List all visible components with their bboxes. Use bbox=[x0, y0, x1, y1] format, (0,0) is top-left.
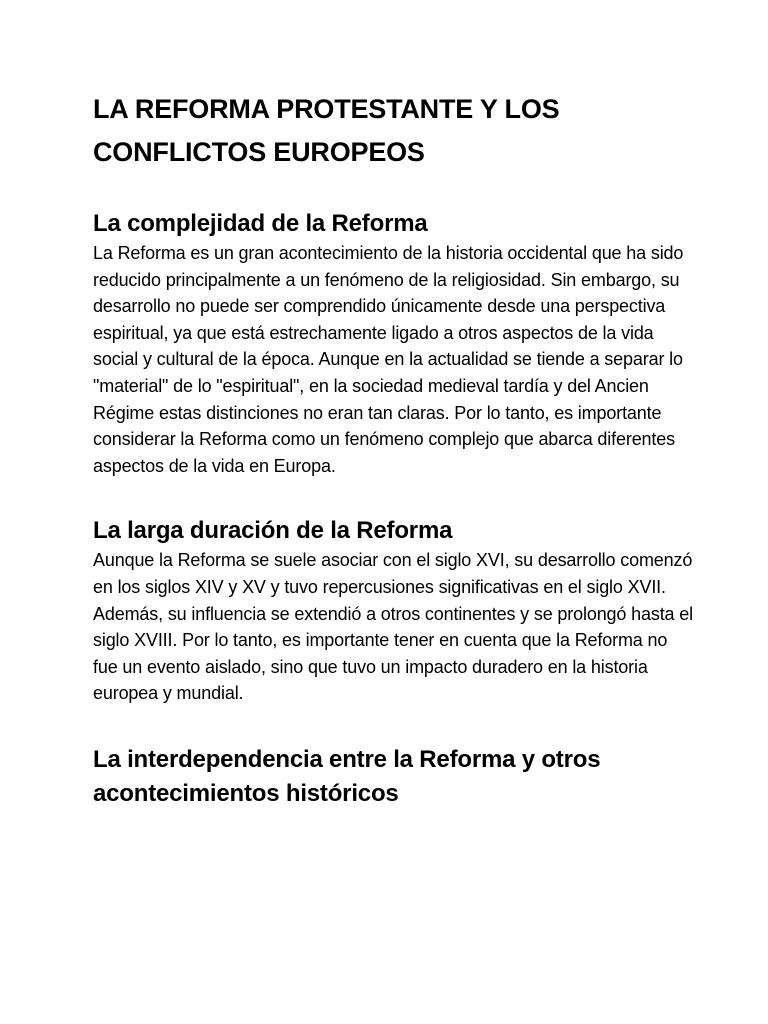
section-heading: La interdependencia entre la Reforma y otros acontecimientos históricos bbox=[93, 745, 601, 807]
section-heading: La larga duración de la Reforma bbox=[93, 517, 453, 545]
section-interdependencia bbox=[93, 743, 693, 811]
section-paragraph: La Reforma es un gran acontecimiento de la historia occidental que ha sido reducido principalmente a un fenómeno de la religiosidad. Sin embargo, su desarrollo no puede ser comprendido únicamente desde una perspectiva espiritual, ya que está estrechamente ligado a otros aspectos de la vida social y cultural de la época. Aunque en la actualidad se tiende a separar lo "material" de lo "espiritual", en la sociedad medieval tardía y del Ancien Régime estas distinciones no eran tan claras. Por lo tanto, es importante considerar la Reforma como un fenómeno complejo que abarca diferentes aspectos de la vida en Europa. bbox=[93, 243, 684, 476]
section-paragraph: Aunque la Reforma se suele asociar con el siglo XVI, su desarrollo comenzó en los siglos XIV y XV y tuvo repercusiones significativas en el siglo XVII. Además, su influencia se extendió a otros continentes y se prolongó hasta el siglo XVIII. Por lo tanto, es importante tener en cuenta que la Reforma no fue un evento aislado, sino que tuvo un impacto duradero en la historia europea y mundial. bbox=[93, 550, 693, 704]
document-title: LA REFORMA PROTESTANTE Y LOS CONFLICTOS EUROPEOS bbox=[93, 94, 560, 167]
section-heading: La complejidad de la Reforma bbox=[93, 210, 428, 237]
section-larga-duracion bbox=[93, 514, 693, 707]
section-complejidad bbox=[93, 207, 693, 479]
document-page bbox=[93, 88, 693, 811]
